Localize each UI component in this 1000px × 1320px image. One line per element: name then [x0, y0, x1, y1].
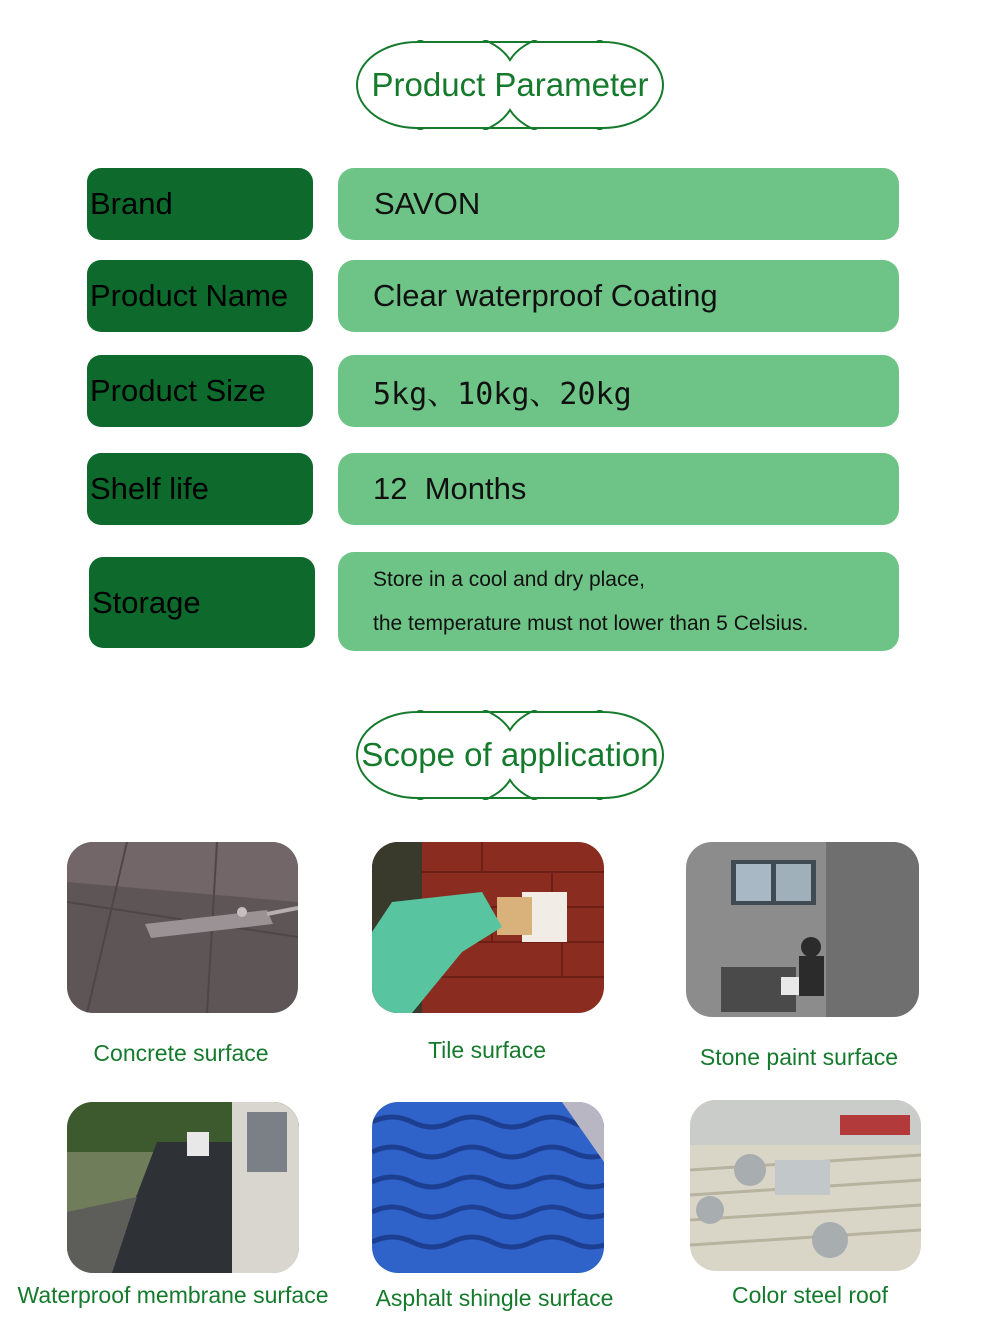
param-value: [338, 552, 899, 651]
product-parameter-title: Product Parameter: [371, 66, 649, 103]
product-parameter-heading: [355, 40, 665, 130]
param-label: Product Name: [87, 260, 313, 332]
application-caption: Stone paint surface: [699, 1044, 899, 1070]
param-label: Shelf life: [87, 453, 313, 525]
concrete-floor-photo: [67, 842, 298, 1013]
steel-roof-photo: [690, 1100, 921, 1271]
application-caption: Asphalt shingle surface: [375, 1285, 614, 1311]
application-caption: Waterproof membrane surface: [17, 1282, 329, 1308]
stone-wall-photo: [686, 842, 919, 1017]
param-value: Clear waterproof Coating: [338, 260, 899, 332]
param-value: 12 Months: [338, 453, 899, 525]
membrane-gutter-photo: [67, 1102, 299, 1273]
blue-shingle-photo: [372, 1102, 604, 1273]
param-value: SAVON: [338, 168, 899, 240]
param-label: Storage: [89, 557, 315, 648]
application-caption: Color steel roof: [732, 1282, 888, 1308]
application-caption: Concrete surface: [93, 1040, 269, 1066]
storage-line-1: Store in a cool and dry place,: [373, 567, 645, 591]
param-label: Brand: [87, 168, 313, 240]
param-value: 5kg、10kg、20kg: [338, 355, 899, 427]
param-label: Product Size: [87, 355, 313, 427]
storage-line-2: the temperature must not lower than 5 Celsius.: [373, 611, 809, 635]
scope-of-application-title: Scope of application: [361, 736, 659, 773]
application-caption: Tile surface: [427, 1037, 547, 1063]
scope-of-application-heading: [355, 710, 665, 800]
brush-on-tile-photo: [372, 842, 604, 1013]
